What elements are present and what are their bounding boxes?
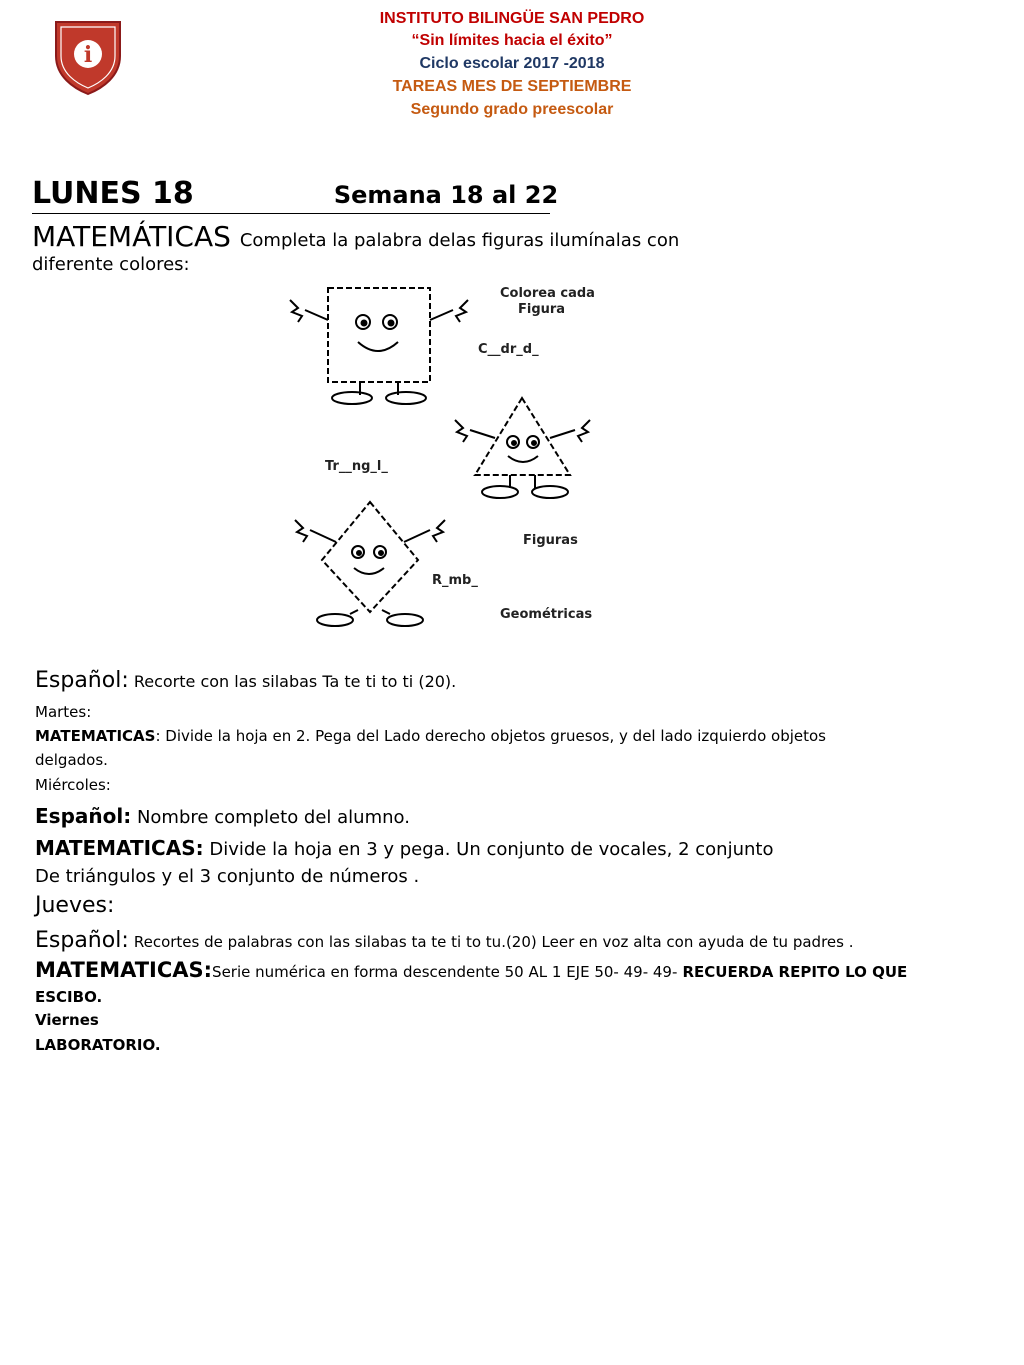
shapes-worksheet-illustration <box>270 270 630 635</box>
math-thu-bold-cont: ESCIBO. <box>35 988 103 1006</box>
task-espanol-thursday <box>35 928 985 953</box>
text-geometricas: Geométricas <box>500 607 593 622</box>
espanol-wed-label: Español: <box>35 804 132 828</box>
week-label: Semana 18 al 22 <box>333 181 559 209</box>
math-instruction-cont: diferente colores: <box>32 254 190 275</box>
espanol-thu-label: Español: <box>35 928 129 953</box>
espanol-thu-text: Recortes de palabras con las silabas ta te ti to tu.(20) Leer en voz alta con ayuda de tu padres . <box>133 933 854 951</box>
math-wed-label: MATEMATICAS: <box>35 836 204 860</box>
header-tasks: TAREAS MES DE SEPTIEMBRE <box>392 78 632 95</box>
math-text: Completa la palabra delas figuras ilumínalas con <box>239 230 680 251</box>
espanol-label: Español: <box>35 668 129 693</box>
thursday-label: Jueves: <box>35 893 115 918</box>
text-triangulo: Tr__ng_l_ <box>325 459 388 474</box>
math-wed-text: Divide la hoja en 3 y pega. Un conjunto de vocales, 2 conjunto <box>209 839 774 860</box>
math-instruction <box>32 220 679 253</box>
espanol-wed-text: Nombre completo del alumno. <box>136 807 410 828</box>
task-math-tuesday <box>35 727 985 746</box>
rhombus-shape <box>322 502 418 612</box>
text-colorea: Colorea cada <box>500 286 595 301</box>
header-institute: INSTITUTO BILINGÜE SAN PEDRO <box>379 10 645 27</box>
math-thu-bold: RECUERDA REPITO LO QUE <box>682 963 908 981</box>
tuesday-label: Martes: <box>35 703 92 721</box>
text-figuras: Figuras <box>523 533 578 548</box>
header-cycle: Ciclo escolar 2017 -2018 <box>419 55 605 72</box>
math-thu-label: MATEMATICAS: <box>35 958 213 982</box>
math-tuesday-text: : Divide la hoja en 2. Pega del Lado derecho objetos gruesos, y del lado izquierdo objetos <box>155 727 826 745</box>
square-shape <box>328 288 430 382</box>
text-rombo: R_mb_ <box>432 573 478 588</box>
header-grade: Segundo grado preescolar <box>410 101 614 118</box>
espanol-monday-text: Recorte con las silabas Ta te ti to ti (20). <box>133 672 457 691</box>
math-tuesday-label: MATEMATICAS <box>35 727 156 745</box>
lab-label: LABORATORIO. <box>35 1036 161 1054</box>
math-wed-cont: De triángulos y el 3 conjunto de números . <box>35 866 420 887</box>
task-espanol-wednesday <box>35 804 985 830</box>
friday-label: Viernes <box>35 1011 99 1029</box>
monday-title <box>32 176 558 211</box>
text-cuadrado: C__dr_d_ <box>478 342 539 357</box>
text-figura: Figura <box>518 302 566 317</box>
header-motto: “Sin límites hacia el éxito” <box>411 32 613 49</box>
math-thu-text: Serie numérica en forma descendente 50 AL 1 EJE 50- 49- 49- <box>212 963 678 981</box>
svg-text:i: i <box>83 42 93 68</box>
task-espanol-monday <box>35 668 985 693</box>
math-tuesday-cont: delgados. <box>35 751 108 769</box>
title-underline <box>32 213 550 214</box>
math-label: MATEMÁTICAS <box>32 220 231 253</box>
day-label: LUNES 18 <box>32 176 194 211</box>
task-math-thursday <box>35 958 985 982</box>
wednesday-label: Miércoles: <box>35 776 111 794</box>
task-math-wednesday <box>35 836 985 862</box>
